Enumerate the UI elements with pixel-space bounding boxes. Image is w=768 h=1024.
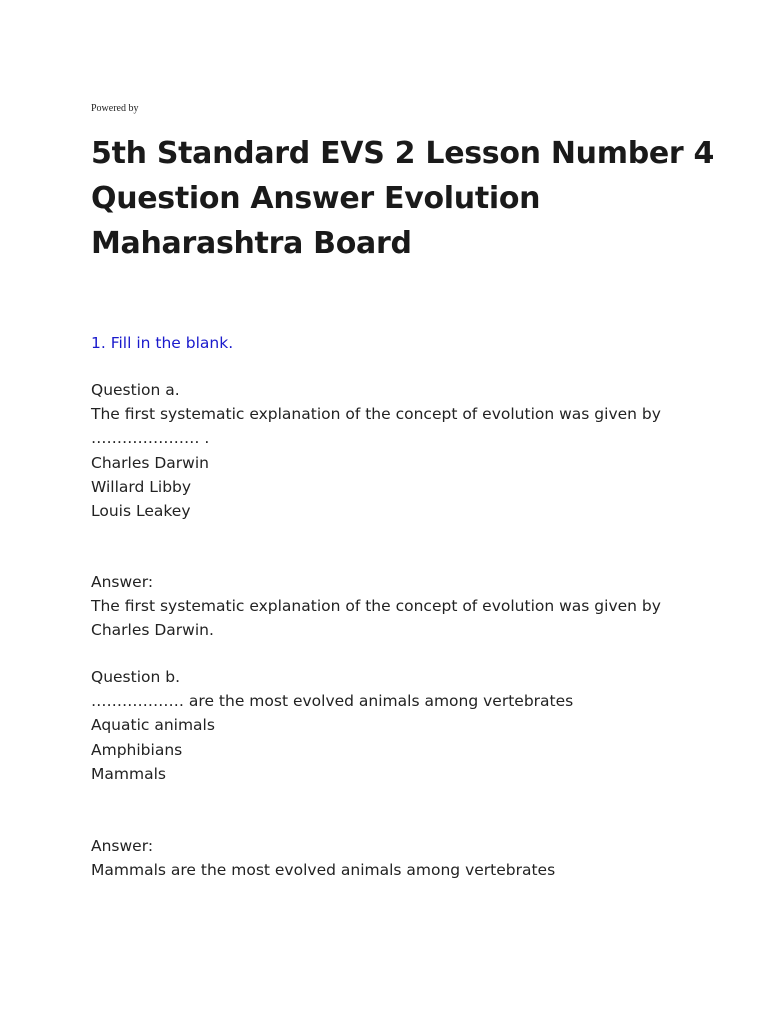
section-heading: 1. Fill in the blank. — [91, 334, 234, 352]
question-b-option: Amphibians — [91, 740, 183, 759]
question-a-blank: ………………… . — [91, 429, 210, 448]
answer-b-text: Mammals are the most evolved animals among vertebrates — [91, 861, 556, 880]
question-b-block — [91, 665, 731, 786]
question-a-text: The first systematic explanation of the concept of evolution was given by — [91, 405, 661, 424]
answer-a-label: Answer: — [91, 573, 154, 591]
answer-a-text: The first systematic explanation of the concept of evolution was given by — [91, 597, 661, 616]
question-a-option: Willard Libby — [91, 477, 192, 496]
answer-b-label: Answer: — [91, 837, 154, 855]
question-a-label: Question a. — [91, 381, 180, 399]
page-title: 5th Standard EVS 2 Lesson Number 4 Question Answer Evolution Maharashtra Board — [91, 136, 715, 261]
answer-a-block — [91, 570, 731, 643]
question-a-block — [91, 378, 731, 523]
question-b-option: Mammals — [91, 764, 166, 783]
question-b-text: ……………… are the most evolved animals among vertebrates — [91, 692, 574, 711]
question-a-option: Louis Leakey — [91, 502, 191, 521]
powered-by-label: Powered by — [91, 103, 139, 114]
answer-b-block — [91, 834, 731, 882]
question-b-option: Aquatic animals — [91, 716, 215, 735]
question-b-label: Question b. — [91, 668, 181, 686]
answer-a-text: Charles Darwin. — [91, 621, 214, 640]
question-a-option: Charles Darwin — [91, 453, 209, 472]
